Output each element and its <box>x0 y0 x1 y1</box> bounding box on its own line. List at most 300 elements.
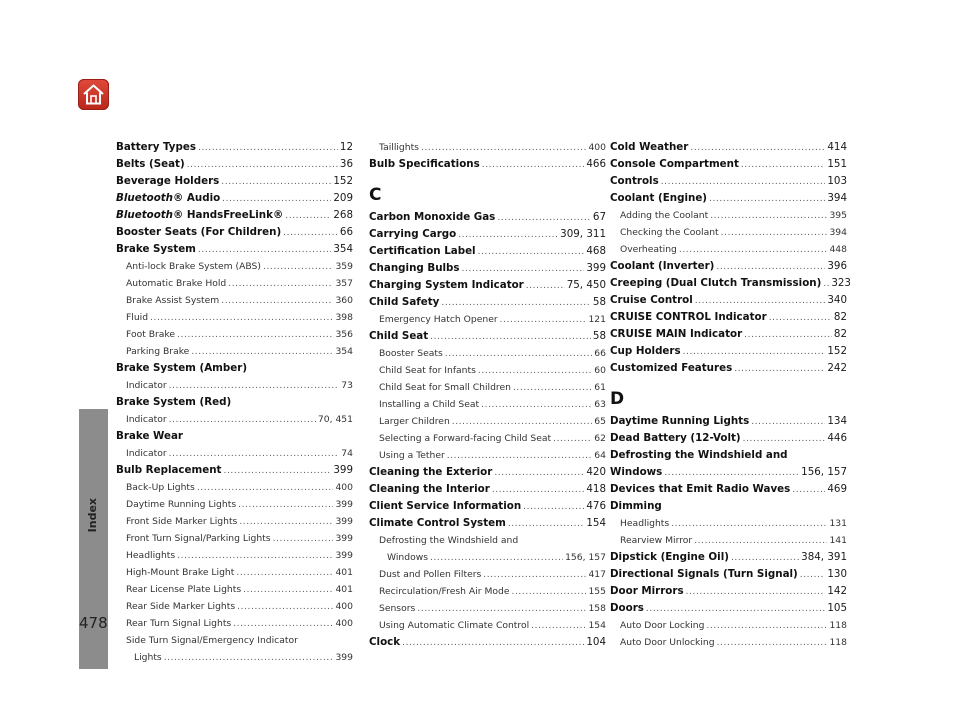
page-reference[interactable]: 12 <box>339 141 353 153</box>
entry-term: Cup Holders <box>610 345 681 357</box>
index-entry[interactable] <box>610 292 847 309</box>
page-reference[interactable]: 323 <box>831 277 851 289</box>
page-reference[interactable]: 105 <box>827 602 847 614</box>
page-reference[interactable]: 469 <box>827 483 847 495</box>
page-reference[interactable]: 448 <box>829 244 847 255</box>
dot-leader <box>221 293 333 310</box>
page-reference[interactable]: 67 <box>592 211 606 223</box>
page-reference[interactable]: 141 <box>829 535 847 546</box>
page-reference[interactable]: 401 <box>335 567 353 578</box>
page-reference[interactable]: 446 <box>827 432 847 444</box>
page-reference[interactable]: 142 <box>827 585 847 597</box>
index-entry[interactable] <box>610 343 847 360</box>
dot-leader <box>661 174 826 191</box>
dot-leader <box>198 140 338 157</box>
page-reference[interactable]: 156, 157 <box>565 552 606 563</box>
index-subentry[interactable] <box>610 634 847 651</box>
dot-leader <box>237 599 333 616</box>
page-reference[interactable]: 75, 450 <box>566 279 606 291</box>
index-subentry[interactable] <box>116 598 353 615</box>
index-subentry[interactable] <box>116 649 353 666</box>
index-entry[interactable] <box>610 360 847 377</box>
entry-term: Booster Seats <box>379 348 443 359</box>
dot-leader <box>441 295 591 312</box>
index-subentry[interactable] <box>369 345 606 362</box>
index-subentry[interactable] <box>369 617 606 634</box>
page-reference[interactable]: 58 <box>592 296 606 308</box>
entry-term: Cruise Control <box>610 294 693 306</box>
page-reference[interactable]: 354 <box>333 243 353 255</box>
page-reference[interactable]: 134 <box>827 415 847 427</box>
entry-term: Bluetooth® HandsFreeLink® <box>116 209 284 221</box>
page-reference[interactable]: 64 <box>594 450 606 461</box>
dot-leader <box>646 601 825 618</box>
entry-term: CRUISE CONTROL Indicator <box>610 311 767 323</box>
dot-leader <box>283 225 338 242</box>
index-entry[interactable] <box>369 634 606 651</box>
index-subentry[interactable] <box>369 430 606 447</box>
dot-leader <box>221 174 331 191</box>
index-entry[interactable] <box>369 498 606 515</box>
index-entry[interactable] <box>116 207 353 224</box>
page-reference[interactable]: 58 <box>592 330 606 342</box>
dot-leader <box>169 412 316 429</box>
entry-term: Coolant (Inverter) <box>610 260 715 272</box>
page-reference[interactable]: 36 <box>339 158 353 170</box>
entry-term: Cleaning the Exterior <box>369 466 493 478</box>
dot-leader <box>169 378 340 395</box>
dot-leader <box>734 361 825 378</box>
index-subentry <box>116 632 353 649</box>
dot-leader <box>741 157 825 174</box>
page-reference[interactable]: 468 <box>586 245 606 257</box>
page-reference[interactable]: 66 <box>339 226 353 238</box>
entry-term: Daytime Running Lights <box>126 499 237 510</box>
index-entry[interactable] <box>369 243 606 260</box>
entry-term: Rearview Mirror <box>620 535 693 546</box>
dot-leader <box>421 140 586 157</box>
index-tab-label: Index <box>86 498 99 533</box>
page-reference[interactable]: 400 <box>335 482 353 493</box>
index-subentry[interactable] <box>610 532 847 549</box>
dot-leader <box>447 448 593 465</box>
dot-leader <box>743 431 826 448</box>
entry-term: Dipstick (Engine Oil) <box>610 551 729 563</box>
dot-leader <box>285 208 331 225</box>
index-subentry[interactable] <box>116 581 353 598</box>
page-reference[interactable]: 158 <box>588 603 606 614</box>
page-reference[interactable]: 104 <box>586 636 606 648</box>
page-reference[interactable]: 82 <box>833 328 847 340</box>
dot-leader <box>706 618 827 635</box>
dot-leader <box>481 397 592 414</box>
dot-leader <box>430 329 591 346</box>
index-entry[interactable] <box>369 226 606 243</box>
page-reference[interactable]: 66 <box>594 348 606 359</box>
index-subentry[interactable] <box>369 600 606 617</box>
index-column-1 <box>116 139 353 666</box>
index-entry[interactable] <box>610 549 847 566</box>
entry-term: Rear License Plate Lights <box>126 584 242 595</box>
dot-leader <box>751 414 825 431</box>
dot-leader <box>150 310 333 327</box>
index-entry[interactable] <box>369 294 606 311</box>
index-entry[interactable] <box>610 139 847 156</box>
entry-term: Climate Control System <box>369 517 506 529</box>
dot-leader <box>744 327 832 344</box>
dot-leader <box>177 327 333 344</box>
index-entry[interactable] <box>610 190 847 207</box>
index-subentry[interactable] <box>116 615 353 632</box>
page-reference[interactable]: 154 <box>586 517 606 529</box>
dot-leader <box>508 516 585 533</box>
page-reference[interactable]: 359 <box>335 261 353 272</box>
dot-leader <box>500 312 587 329</box>
dot-leader <box>198 242 331 259</box>
index-entry <box>116 360 353 377</box>
page-reference[interactable]: 418 <box>586 483 606 495</box>
entry-term: Using Automatic Climate Control <box>379 620 530 631</box>
index-subentry[interactable] <box>116 496 353 513</box>
index-column-2 <box>369 139 606 651</box>
index-subentry[interactable] <box>116 377 353 394</box>
entry-term: Brake System (Red) <box>116 396 232 408</box>
dot-leader <box>452 414 593 431</box>
entry-term: Brake System <box>116 243 196 255</box>
index-subentry[interactable] <box>369 362 606 379</box>
home-icon <box>82 83 105 106</box>
page-reference[interactable]: 401 <box>335 584 353 595</box>
entry-term: Creeping (Dual Clutch Transmission) <box>610 277 822 289</box>
page-reference[interactable]: 420 <box>586 466 606 478</box>
dot-leader <box>483 567 586 584</box>
entry-term: Client Service Information <box>369 500 522 512</box>
page-reference[interactable]: 395 <box>829 210 847 221</box>
dot-leader <box>191 344 333 361</box>
page-reference[interactable]: 155 <box>588 586 606 597</box>
entry-term: Carbon Monoxide Gas <box>369 211 496 223</box>
dot-leader <box>417 601 586 618</box>
entry-term: Certification Label <box>369 245 476 257</box>
index-subentry[interactable] <box>610 515 847 532</box>
page-reference[interactable]: 152 <box>827 345 847 357</box>
dot-leader <box>695 293 826 310</box>
page-reference[interactable]: 82 <box>833 311 847 323</box>
dot-leader <box>222 191 331 208</box>
dot-leader <box>492 482 585 499</box>
index-entry[interactable] <box>116 462 353 479</box>
entry-term: Front Turn Signal/Parking Lights <box>126 533 271 544</box>
page-reference[interactable]: 154 <box>588 620 606 631</box>
dot-leader <box>239 514 333 531</box>
page-reference[interactable]: 357 <box>335 278 353 289</box>
index-subentry[interactable] <box>116 343 353 360</box>
dot-leader <box>553 431 592 448</box>
page-reference[interactable]: 121 <box>588 314 606 325</box>
index-entry[interactable] <box>116 190 353 207</box>
dot-leader <box>402 635 584 652</box>
entry-term: Beverage Holders <box>116 175 220 187</box>
page-reference[interactable]: 340 <box>827 294 847 306</box>
dot-leader <box>823 276 829 293</box>
page-reference[interactable]: 360 <box>335 295 353 306</box>
entry-term: Child Seat for Infants <box>379 365 476 376</box>
dot-leader <box>800 567 826 584</box>
index-subentry[interactable] <box>610 617 847 634</box>
index-entry[interactable] <box>369 277 606 294</box>
dot-leader <box>482 157 585 174</box>
entry-term: Automatic Brake Hold <box>126 278 227 289</box>
entry-term: Using a Tether <box>379 450 445 461</box>
index-subentry[interactable] <box>369 379 606 396</box>
index-entry <box>610 447 847 464</box>
entry-term: Directional Signals (Turn Signal) <box>610 568 798 580</box>
entry-term: Anti-lock Brake System (ABS) <box>126 261 261 272</box>
index-subentry[interactable] <box>369 413 606 430</box>
index-subentry[interactable] <box>116 411 353 428</box>
entry-term: Carrying Cargo <box>369 228 457 240</box>
entry-term: Child Seat for Small Children <box>379 382 511 393</box>
page-reference[interactable]: 152 <box>333 175 353 187</box>
page-reference[interactable]: 62 <box>594 433 606 444</box>
page-reference[interactable]: 151 <box>827 158 847 170</box>
entry-term: Charging System Indicator <box>369 279 524 291</box>
page-reference[interactable]: 356 <box>335 329 353 340</box>
page-reference[interactable]: 400 <box>335 618 353 629</box>
entry-term: Back-Up Lights <box>126 482 195 493</box>
entry-term: Console Compartment <box>610 158 739 170</box>
index-subentry[interactable] <box>116 513 353 530</box>
entry-term: Dead Battery (12-Volt) <box>610 432 741 444</box>
page-reference[interactable]: 396 <box>827 260 847 272</box>
page-reference[interactable]: 400 <box>588 142 606 153</box>
entry-term: Emergency Hatch Opener <box>379 314 498 325</box>
dot-leader <box>228 276 333 293</box>
index-entry[interactable] <box>610 464 847 481</box>
index-entry[interactable] <box>610 309 847 326</box>
index-entry[interactable] <box>116 173 353 190</box>
page-reference[interactable]: 118 <box>829 620 847 631</box>
index-entry[interactable] <box>610 275 851 292</box>
entry-term: Doors <box>610 602 644 614</box>
entry-term: Bluetooth® Audio <box>116 192 221 204</box>
entry-term: Cleaning the Interior <box>369 483 490 495</box>
dot-leader <box>671 516 827 533</box>
page-reference[interactable]: 399 <box>335 550 353 561</box>
dot-leader <box>430 550 563 567</box>
dot-leader <box>445 346 593 363</box>
entry-term: Larger Children <box>379 416 450 427</box>
entry-term: Rear Side Marker Lights <box>126 601 236 612</box>
page-reference[interactable]: 242 <box>827 362 847 374</box>
index-subentry[interactable] <box>116 258 353 275</box>
index-subentry[interactable] <box>116 530 353 547</box>
entry-term: Front Side Marker Lights <box>126 516 238 527</box>
page-reference[interactable]: 73 <box>341 380 353 391</box>
entry-term: Coolant (Engine) <box>610 192 708 204</box>
dot-leader <box>236 565 333 582</box>
entry-term: Brake System (Amber) <box>116 362 248 374</box>
index-entry[interactable] <box>116 156 353 173</box>
index-entry[interactable] <box>369 464 606 481</box>
entry-term: Headlights <box>620 518 670 529</box>
page-reference[interactable]: 74 <box>341 448 353 459</box>
index-subentry[interactable] <box>369 311 606 328</box>
page-reference[interactable]: 399 <box>335 533 353 544</box>
page-reference[interactable]: 103 <box>827 175 847 187</box>
entry-term: Cold Weather <box>610 141 689 153</box>
index-entry[interactable] <box>369 481 606 498</box>
entry-term: Parking Brake <box>126 346 190 357</box>
index-subentry[interactable] <box>610 224 847 241</box>
page-reference[interactable]: 384, 391 <box>801 551 847 563</box>
index-entry[interactable] <box>610 430 847 447</box>
dot-leader <box>187 157 338 174</box>
index-entry[interactable] <box>116 139 353 156</box>
page-reference[interactable]: 60 <box>594 365 606 376</box>
entry-term: Overheating <box>620 244 677 255</box>
page-reference[interactable]: 156, 157 <box>801 466 847 478</box>
index-subentry[interactable] <box>116 445 353 462</box>
index-entry[interactable] <box>610 156 847 173</box>
entry-term: Auto Door Unlocking <box>620 637 715 648</box>
page-reference[interactable]: 268 <box>333 209 353 221</box>
index-entry <box>116 394 353 411</box>
page-reference[interactable]: 398 <box>335 312 353 323</box>
index-entry[interactable] <box>610 566 847 583</box>
index-subentry[interactable] <box>369 566 606 583</box>
dot-leader <box>531 618 586 635</box>
index-subentry[interactable] <box>369 549 606 566</box>
index-subentry[interactable] <box>116 564 353 581</box>
entry-term: Bulb Replacement <box>116 464 222 476</box>
page-reference[interactable]: 399 <box>335 516 353 527</box>
index-subentry[interactable] <box>610 207 847 224</box>
entry-term: Selecting a Forward-facing Child Seat <box>379 433 552 444</box>
index-entry[interactable] <box>610 326 847 343</box>
index-subentry[interactable] <box>369 447 606 464</box>
index-subentry[interactable] <box>116 275 353 292</box>
entry-term: Customized Features <box>610 362 733 374</box>
page-reference[interactable]: 309, 311 <box>560 228 606 240</box>
entry-term: Devices that Emit Radio Waves <box>610 483 791 495</box>
page-reference[interactable]: 394 <box>829 227 847 238</box>
index-entry[interactable] <box>610 600 847 617</box>
dot-leader <box>731 550 799 567</box>
page-reference[interactable]: 400 <box>335 601 353 612</box>
dot-leader <box>710 208 827 225</box>
index-entry[interactable] <box>369 515 606 532</box>
index-entry[interactable] <box>610 481 847 498</box>
index-column-3 <box>610 139 851 651</box>
dot-leader <box>273 531 334 548</box>
page-reference[interactable]: 131 <box>829 518 847 529</box>
entry-term: Taillights <box>379 142 419 153</box>
index-entry[interactable] <box>369 260 606 277</box>
page-reference[interactable]: 70, 451 <box>317 414 353 425</box>
index-subentry[interactable] <box>369 583 606 600</box>
dot-leader <box>233 616 333 633</box>
index-entry[interactable] <box>369 209 606 226</box>
page-reference[interactable]: 414 <box>827 141 847 153</box>
index-subentry[interactable] <box>610 241 847 258</box>
index-subentry[interactable] <box>116 309 353 326</box>
index-entry[interactable] <box>116 224 353 241</box>
entry-term: Defrosting the Windshield and <box>610 449 788 461</box>
page-reference[interactable]: 399 <box>333 464 353 476</box>
entry-term: Changing Bulbs <box>369 262 460 274</box>
section-letter-heading: D <box>610 389 625 409</box>
dot-leader <box>169 446 340 463</box>
index-entry[interactable] <box>610 173 847 190</box>
page-reference[interactable]: 399 <box>335 499 353 510</box>
page-reference[interactable]: 130 <box>827 568 847 580</box>
index-entry[interactable] <box>610 258 847 275</box>
dot-leader <box>164 650 334 667</box>
index-entry[interactable] <box>610 413 847 430</box>
dot-leader <box>709 191 825 208</box>
page-reference[interactable]: 476 <box>586 500 606 512</box>
page-reference[interactable]: 63 <box>594 399 606 410</box>
entry-term: Daytime Running Lights <box>610 415 750 427</box>
index-subentry[interactable] <box>369 396 606 413</box>
index-entry[interactable] <box>116 241 353 258</box>
page-reference[interactable]: 394 <box>827 192 847 204</box>
dot-leader <box>664 465 799 482</box>
index-subentry[interactable] <box>116 479 353 496</box>
entry-term: Rear Turn Signal Lights <box>126 618 232 629</box>
page-reference[interactable]: 65 <box>594 416 606 427</box>
dot-leader <box>177 548 333 565</box>
entry-term: Recirculation/Fresh Air Mode <box>379 586 510 597</box>
entry-term: Adding the Coolant <box>620 210 709 221</box>
index-subentry[interactable] <box>116 292 353 309</box>
entry-term: Headlights <box>126 550 176 561</box>
entry-term: Belts (Seat) <box>116 158 185 170</box>
dot-leader <box>512 584 587 601</box>
section-letter-heading: C <box>369 185 382 205</box>
page-reference[interactable]: 61 <box>594 382 606 393</box>
index-subentry[interactable] <box>116 326 353 343</box>
page-reference[interactable]: 354 <box>335 346 353 357</box>
page-reference[interactable]: 118 <box>829 637 847 648</box>
dot-leader <box>458 227 558 244</box>
entry-term: Bulb Specifications <box>369 158 480 170</box>
index-entry[interactable] <box>610 583 847 600</box>
entry-term: Brake Wear <box>116 430 184 442</box>
dot-leader <box>526 278 565 295</box>
page-reference[interactable]: 399 <box>335 652 353 663</box>
page-reference[interactable]: 399 <box>586 262 606 274</box>
entry-term: Child Seat <box>369 330 429 342</box>
page-reference[interactable]: 466 <box>586 158 606 170</box>
entry-term: Controls <box>610 175 659 187</box>
entry-term: Windows <box>610 466 663 478</box>
page-reference[interactable]: 417 <box>588 569 606 580</box>
dot-leader <box>792 482 825 499</box>
index-entry[interactable] <box>369 328 606 345</box>
dot-leader <box>197 480 334 497</box>
index-subentry[interactable] <box>369 139 606 156</box>
dot-leader <box>694 533 827 550</box>
entry-term: Child Safety <box>369 296 440 308</box>
index-subentry[interactable] <box>116 547 353 564</box>
index-entry[interactable] <box>369 156 606 173</box>
entry-term: Door Mirrors <box>610 585 684 597</box>
home-button[interactable] <box>78 79 109 110</box>
page-reference[interactable]: 209 <box>333 192 353 204</box>
entry-term: Installing a Child Seat <box>379 399 480 410</box>
